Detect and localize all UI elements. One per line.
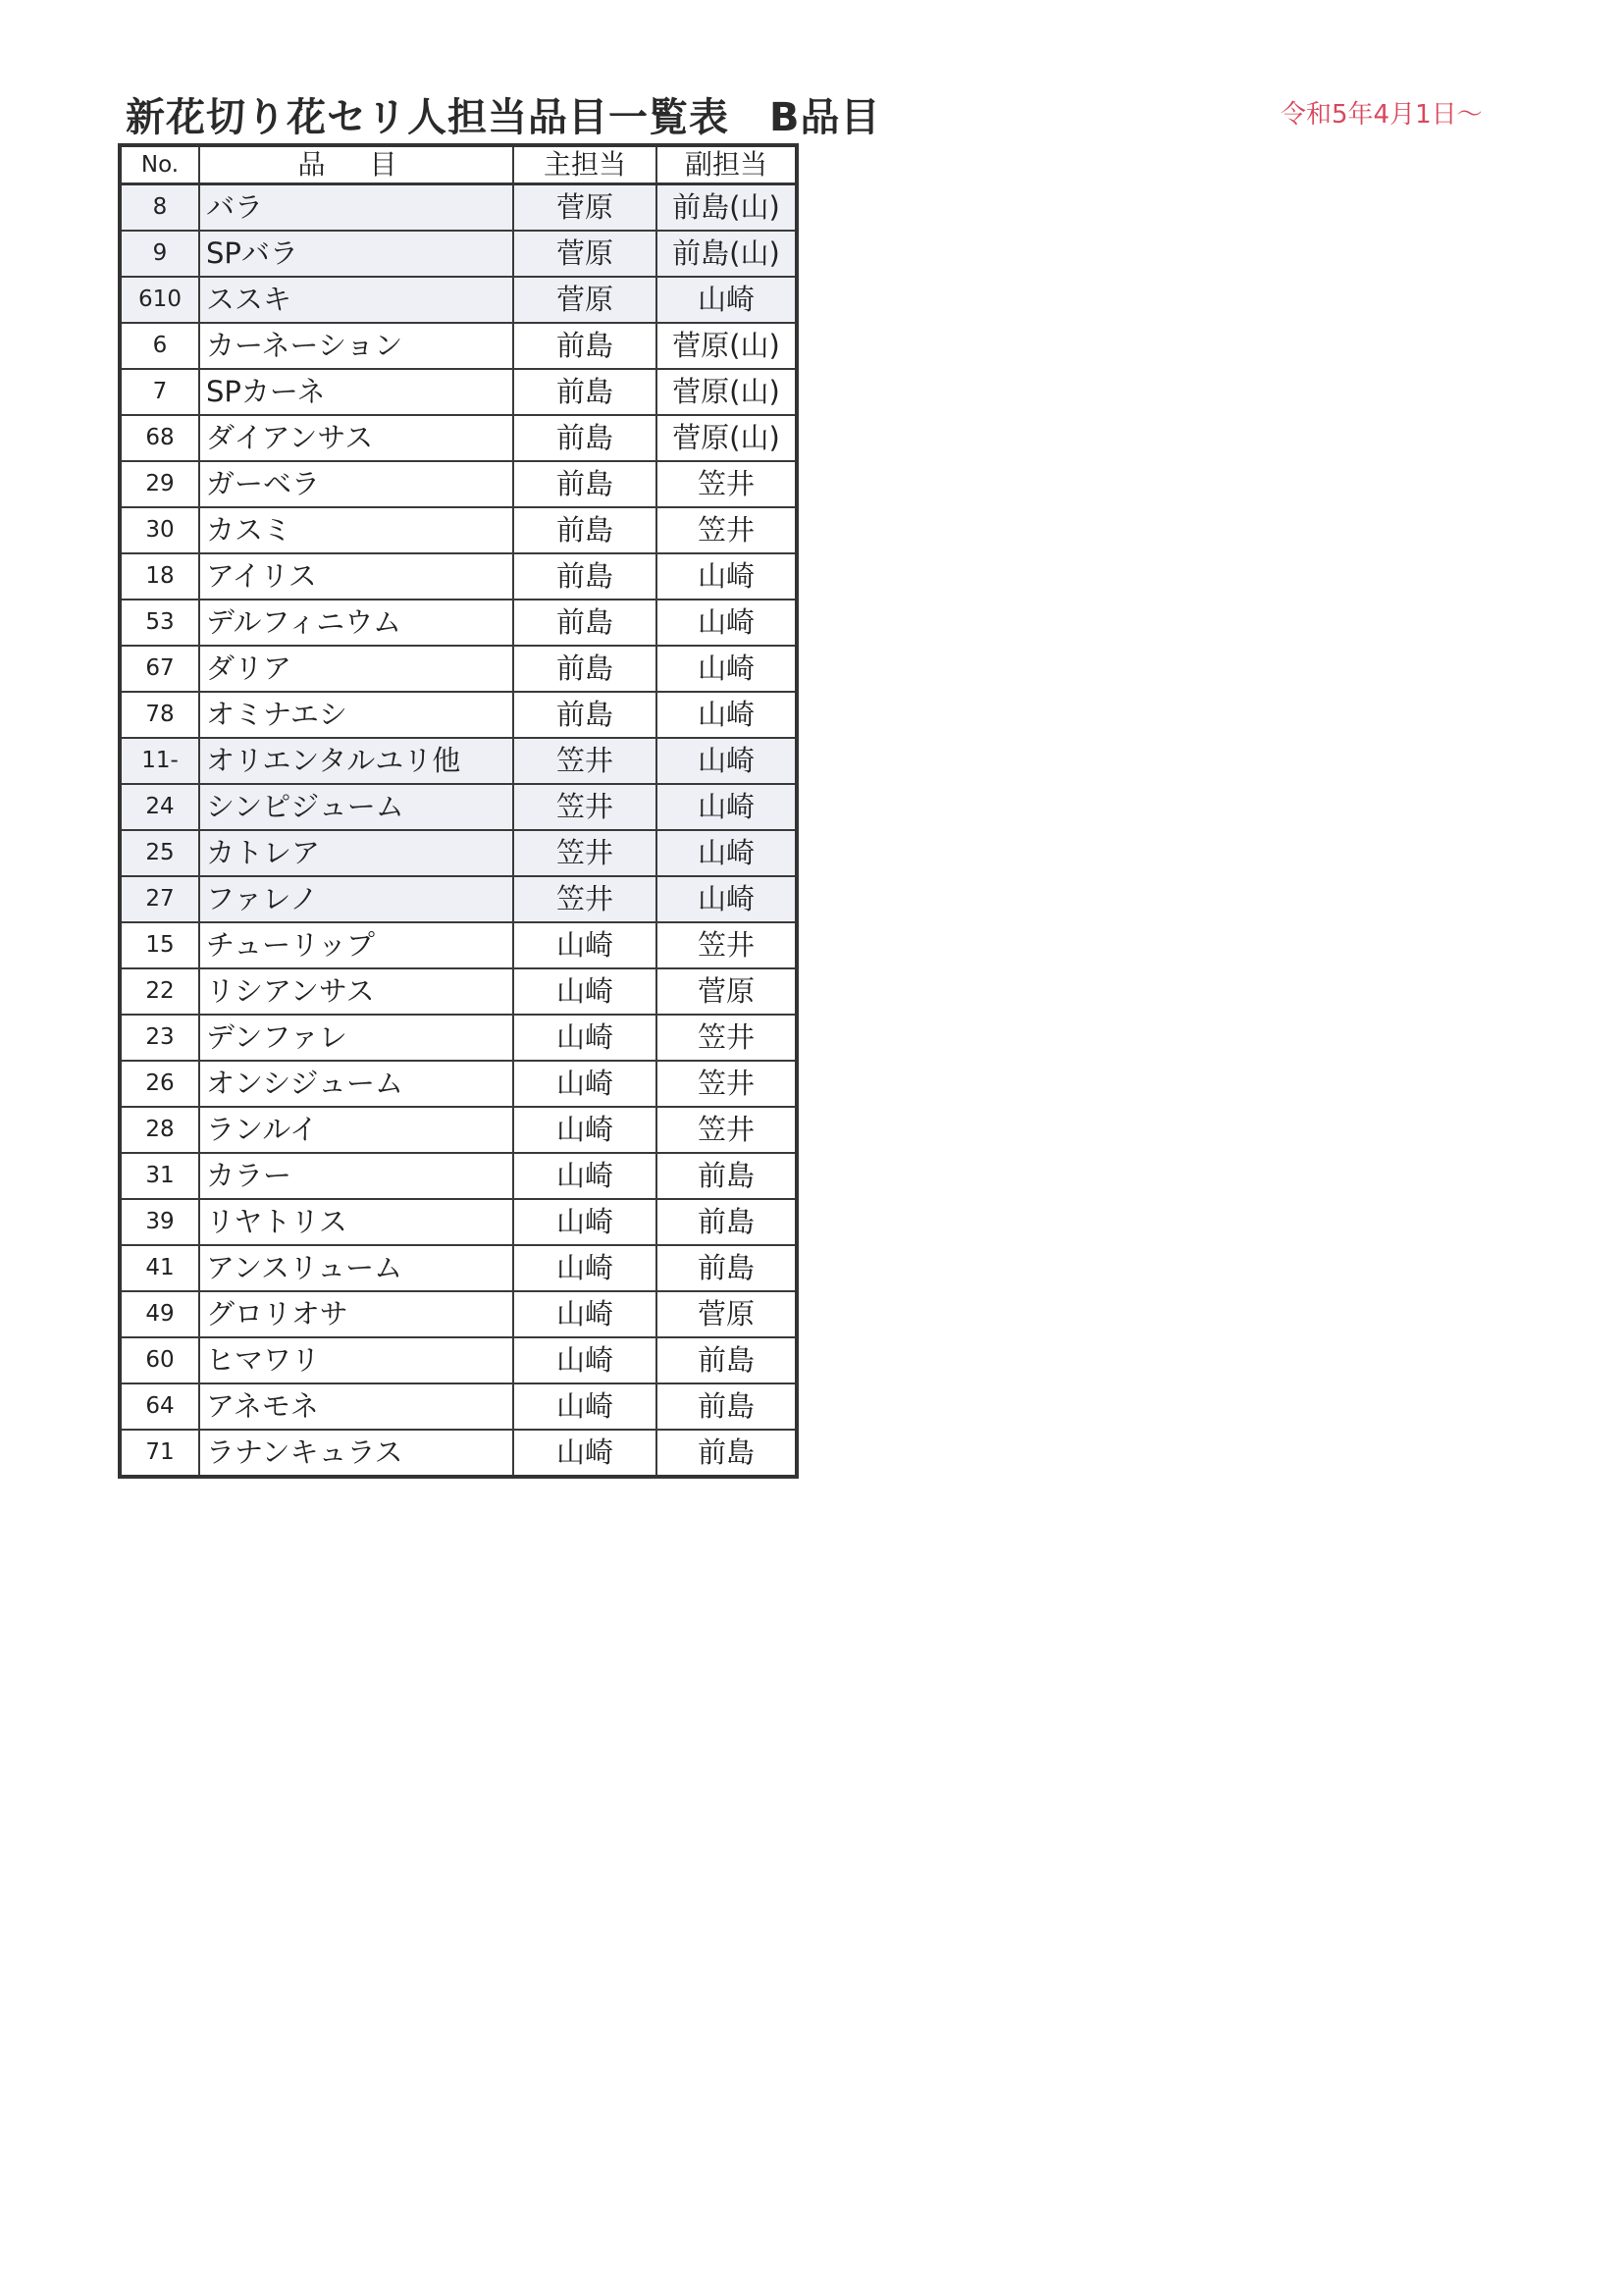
cell-main-person: 山崎 [513,1153,656,1199]
cell-item: アイリス [199,553,513,600]
cell-sub-person: 笠井 [656,922,797,968]
cell-item: ダリア [199,646,513,692]
cell-sub-person: 菅原 [656,968,797,1015]
table-row [120,1430,797,1477]
table-row [120,231,797,277]
cell-sub-person: 前島 [656,1153,797,1199]
table-row [120,876,797,922]
cell-main-person: 前島 [513,646,656,692]
cell-item: リヤトリス [199,1199,513,1245]
cell-main-person: 山崎 [513,1245,656,1291]
cell-main-person: 山崎 [513,1291,656,1337]
table-row [120,507,797,553]
column-header-main: 主担当 [513,145,656,184]
cell-no: 9 [120,231,199,277]
table-row [120,738,797,784]
cell-item: ヒマワリ [199,1337,513,1383]
cell-item: ランルイ [199,1107,513,1153]
cell-item: デンファレ [199,1015,513,1061]
cell-main-person: 前島 [513,323,656,369]
table-row [120,1245,797,1291]
cell-item: ラナンキュラス [199,1430,513,1477]
cell-no: 78 [120,692,199,738]
cell-item: オンシジューム [199,1061,513,1107]
table-row [120,1107,797,1153]
cell-item: ガーベラ [199,461,513,507]
cell-sub-person: 山崎 [656,876,797,922]
cell-main-person: 前島 [513,369,656,415]
cell-main-person: 山崎 [513,1337,656,1383]
cell-item: リシアンサス [199,968,513,1015]
table-row [120,277,797,323]
cell-no: 60 [120,1337,199,1383]
cell-main-person: 前島 [513,692,656,738]
cell-sub-person: 前島 [656,1383,797,1430]
cell-sub-person: 前島 [656,1430,797,1477]
cell-item: ススキ [199,277,513,323]
cell-no: 49 [120,1291,199,1337]
cell-item: SPバラ [199,231,513,277]
cell-sub-person: 前島(山) [656,231,797,277]
cell-no: 7 [120,369,199,415]
cell-sub-person: 山崎 [656,738,797,784]
cell-no: 41 [120,1245,199,1291]
cell-no: 39 [120,1199,199,1245]
cell-main-person: 前島 [513,507,656,553]
cell-sub-person: 山崎 [656,646,797,692]
table-row [120,1383,797,1430]
cell-main-person: 山崎 [513,1199,656,1245]
cell-sub-person: 菅原(山) [656,369,797,415]
cell-item: カーネーション [199,323,513,369]
cell-main-person: 菅原 [513,231,656,277]
table-row [120,461,797,507]
cell-no: 24 [120,784,199,830]
table-row [120,1153,797,1199]
cell-no: 53 [120,600,199,646]
cell-sub-person: 菅原(山) [656,323,797,369]
column-header-sub: 副担当 [656,145,797,184]
table-row [120,646,797,692]
cell-no: 8 [120,184,199,232]
cell-main-person: 笠井 [513,738,656,784]
cell-main-person: 菅原 [513,277,656,323]
cell-sub-person: 笠井 [656,461,797,507]
cell-item: カスミ [199,507,513,553]
page-title: 新花切り花セリ人担当品目一覧表 B品目 [126,95,881,140]
cell-item: アンスリューム [199,1245,513,1291]
cell-sub-person: 前島 [656,1199,797,1245]
cell-main-person: 山崎 [513,1383,656,1430]
cell-sub-person: 山崎 [656,553,797,600]
cell-main-person: 山崎 [513,922,656,968]
column-header-no: No. [120,145,199,184]
table-row [120,1199,797,1245]
table-row [120,553,797,600]
cell-main-person: 山崎 [513,1107,656,1153]
cell-main-person: 笠井 [513,784,656,830]
cell-no: 67 [120,646,199,692]
cell-main-person: 前島 [513,553,656,600]
cell-main-person: 前島 [513,461,656,507]
cell-no: 71 [120,1430,199,1477]
cell-main-person: 菅原 [513,184,656,232]
table-row [120,830,797,876]
cell-item: ファレノ [199,876,513,922]
cell-sub-person: 山崎 [656,600,797,646]
cell-item: カトレア [199,830,513,876]
table-row [120,1015,797,1061]
cell-no: 64 [120,1383,199,1430]
cell-main-person: 山崎 [513,1061,656,1107]
cell-no: 610 [120,277,199,323]
cell-no: 29 [120,461,199,507]
cell-no: 68 [120,415,199,461]
cell-no: 15 [120,922,199,968]
table-row [120,968,797,1015]
cell-no: 30 [120,507,199,553]
table-row [120,600,797,646]
cell-sub-person: 菅原(山) [656,415,797,461]
cell-sub-person: 笠井 [656,1107,797,1153]
table-row [120,184,797,232]
cell-no: 18 [120,553,199,600]
assignment-table [118,143,799,1479]
cell-no: 28 [120,1107,199,1153]
cell-main-person: 山崎 [513,1015,656,1061]
table-row [120,415,797,461]
cell-sub-person: 菅原 [656,1291,797,1337]
cell-sub-person: 笠井 [656,1061,797,1107]
cell-no: 6 [120,323,199,369]
cell-main-person: 前島 [513,415,656,461]
cell-sub-person: 笠井 [656,1015,797,1061]
cell-main-person: 笠井 [513,830,656,876]
table-header-row [120,145,797,184]
cell-no: 27 [120,876,199,922]
cell-no: 26 [120,1061,199,1107]
cell-sub-person: 笠井 [656,507,797,553]
table-row [120,1291,797,1337]
cell-item: バラ [199,184,513,232]
table-row [120,784,797,830]
cell-sub-person: 山崎 [656,784,797,830]
cell-no: 23 [120,1015,199,1061]
table-row [120,1061,797,1107]
cell-main-person: 山崎 [513,968,656,1015]
cell-item: SPカーネ [199,369,513,415]
cell-no: 22 [120,968,199,1015]
column-header-item: 品 目 [199,145,513,184]
cell-sub-person: 山崎 [656,277,797,323]
effective-date: 令和5年4月1日～ [1281,100,1483,130]
table-row [120,369,797,415]
cell-item: デルフィニウム [199,600,513,646]
cell-no: 11- [120,738,199,784]
cell-main-person: 山崎 [513,1430,656,1477]
cell-sub-person: 前島 [656,1337,797,1383]
cell-item: シンピジューム [199,784,513,830]
table-row [120,1337,797,1383]
cell-item: アネモネ [199,1383,513,1430]
cell-item: オリエンタルユリ他 [199,738,513,784]
cell-item: グロリオサ [199,1291,513,1337]
cell-sub-person: 前島 [656,1245,797,1291]
cell-main-person: 笠井 [513,876,656,922]
cell-sub-person: 前島(山) [656,184,797,232]
table-row [120,922,797,968]
cell-item: チューリップ [199,922,513,968]
cell-no: 31 [120,1153,199,1199]
cell-no: 25 [120,830,199,876]
cell-main-person: 前島 [513,600,656,646]
cell-item: ダイアンサス [199,415,513,461]
cell-sub-person: 山崎 [656,830,797,876]
cell-item: オミナエシ [199,692,513,738]
cell-sub-person: 山崎 [656,692,797,738]
table-row [120,692,797,738]
table-row [120,323,797,369]
cell-item: カラー [199,1153,513,1199]
